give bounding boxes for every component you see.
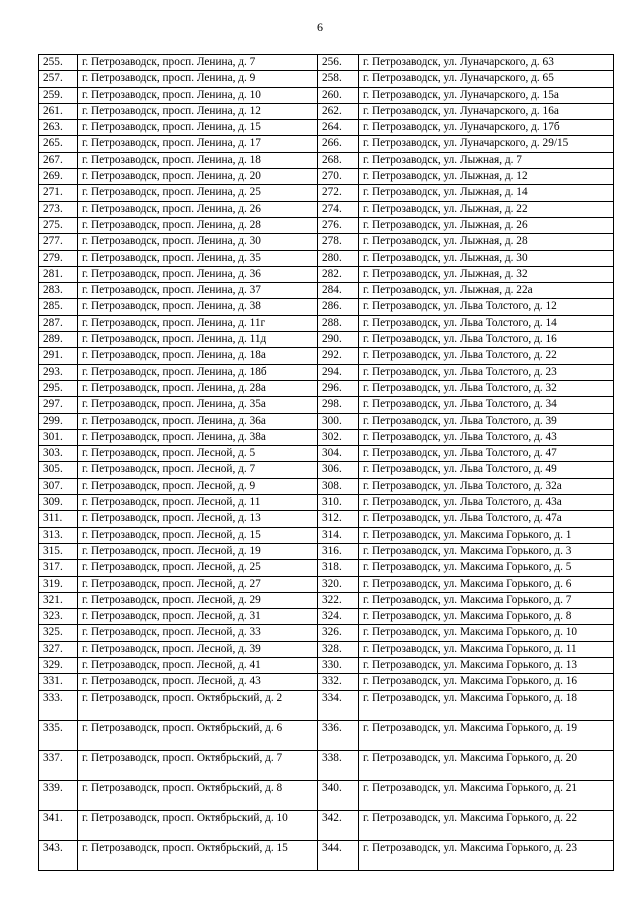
address-right: г. Петрозаводск, ул. Лыжная, д. 26 — [359, 217, 614, 233]
table-row — [39, 55, 614, 71]
address-left: г. Петрозаводск, просп. Ленина, д. 35а — [78, 397, 318, 413]
row-number-left: 305. — [39, 462, 78, 478]
row-number-right: 310. — [318, 495, 359, 511]
row-number-right: 342. — [318, 810, 359, 840]
table-row — [39, 527, 614, 543]
row-number-right: 264. — [318, 120, 359, 136]
address-left: г. Петрозаводск, просп. Лесной, д. 27 — [78, 576, 318, 592]
address-right: г. Петрозаводск, ул. Максима Горького, д. 5 — [359, 560, 614, 576]
row-number-right: 314. — [318, 527, 359, 543]
address-right: г. Петрозаводск, ул. Максима Горького, д. 18 — [359, 690, 614, 720]
row-number-right: 268. — [318, 152, 359, 168]
address-left: г. Петрозаводск, просп. Ленина, д. 28а — [78, 380, 318, 396]
row-number-left: 261. — [39, 103, 78, 119]
address-left: г. Петрозаводск, просп. Ленина, д. 30 — [78, 234, 318, 250]
address-left: г. Петрозаводск, просп. Ленина, д. 18а — [78, 348, 318, 364]
row-number-right: 328. — [318, 641, 359, 657]
address-left: г. Петрозаводск, просп. Ленина, д. 20 — [78, 169, 318, 185]
address-right: г. Петрозаводск, ул. Льва Толстого, д. 39 — [359, 413, 614, 429]
row-number-left: 307. — [39, 478, 78, 494]
row-number-right: 260. — [318, 87, 359, 103]
row-number-right: 266. — [318, 136, 359, 152]
row-number-left: 255. — [39, 55, 78, 71]
row-number-right: 286. — [318, 299, 359, 315]
table-row — [39, 543, 614, 559]
row-number-right: 332. — [318, 674, 359, 690]
address-left: г. Петрозаводск, просп. Октябрьский, д. 2 — [78, 690, 318, 720]
address-left: г. Петрозаводск, просп. Лесной, д. 15 — [78, 527, 318, 543]
row-number-right: 278. — [318, 234, 359, 250]
address-right: г. Петрозаводск, ул. Льва Толстого, д. 32а — [359, 478, 614, 494]
address-right: г. Петрозаводск, ул. Льва Толстого, д. 12 — [359, 299, 614, 315]
address-left: г. Петрозаводск, просп. Октябрьский, д. 6 — [78, 720, 318, 750]
address-right: г. Петрозаводск, ул. Луначарского, д. 15а — [359, 87, 614, 103]
address-left: г. Петрозаводск, просп. Октябрьский, д. 7 — [78, 750, 318, 780]
address-right: г. Петрозаводск, ул. Льва Толстого, д. 32 — [359, 380, 614, 396]
address-left: г. Петрозаводск, просп. Лесной, д. 11 — [78, 495, 318, 511]
address-left: г. Петрозаводск, просп. Ленина, д. 12 — [78, 103, 318, 119]
row-number-left: 275. — [39, 217, 78, 233]
row-number-left: 297. — [39, 397, 78, 413]
address-left: г. Петрозаводск, просп. Ленина, д. 10 — [78, 87, 318, 103]
table-row — [39, 657, 614, 673]
table-row — [39, 87, 614, 103]
address-right: г. Петрозаводск, ул. Лыжная, д. 28 — [359, 234, 614, 250]
row-number-left: 293. — [39, 364, 78, 380]
row-number-left: 289. — [39, 332, 78, 348]
address-left: г. Петрозаводск, просп. Ленина, д. 18 — [78, 152, 318, 168]
table-row — [39, 478, 614, 494]
address-left: г. Петрозаводск, просп. Ленина, д. 38 — [78, 299, 318, 315]
row-number-right: 340. — [318, 780, 359, 810]
row-number-left: 319. — [39, 576, 78, 592]
table-row — [39, 234, 614, 250]
address-right: г. Петрозаводск, ул. Луначарского, д. 29/15 — [359, 136, 614, 152]
row-number-right: 308. — [318, 478, 359, 494]
row-number-right: 322. — [318, 592, 359, 608]
row-number-left: 323. — [39, 609, 78, 625]
row-number-left: 337. — [39, 750, 78, 780]
row-number-right: 294. — [318, 364, 359, 380]
row-number-left: 309. — [39, 495, 78, 511]
row-number-right: 334. — [318, 690, 359, 720]
table-row — [39, 609, 614, 625]
address-left: г. Петрозаводск, просп. Лесной, д. 19 — [78, 543, 318, 559]
address-left: г. Петрозаводск, просп. Лесной, д. 41 — [78, 657, 318, 673]
address-right: г. Петрозаводск, ул. Льва Толстого, д. 34 — [359, 397, 614, 413]
table-row — [39, 462, 614, 478]
row-number-right: 330. — [318, 657, 359, 673]
table-row — [39, 315, 614, 331]
row-number-right: 298. — [318, 397, 359, 413]
row-number-right: 306. — [318, 462, 359, 478]
row-number-left: 341. — [39, 810, 78, 840]
address-right: г. Петрозаводск, ул. Максима Горького, д. 7 — [359, 592, 614, 608]
table-row — [39, 641, 614, 657]
row-number-left: 285. — [39, 299, 78, 315]
table-row — [39, 364, 614, 380]
row-number-right: 262. — [318, 103, 359, 119]
address-right: г. Петрозаводск, ул. Максима Горького, д. 19 — [359, 720, 614, 750]
address-right: г. Петрозаводск, ул. Льва Толстого, д. 49 — [359, 462, 614, 478]
address-right: г. Петрозаводск, ул. Максима Горького, д. 11 — [359, 641, 614, 657]
address-right: г. Петрозаводск, ул. Лыжная, д. 22а — [359, 283, 614, 299]
row-number-left: 259. — [39, 87, 78, 103]
address-right: г. Петрозаводск, ул. Льва Толстого, д. 43а — [359, 495, 614, 511]
row-number-left: 335. — [39, 720, 78, 750]
row-number-left: 339. — [39, 780, 78, 810]
row-number-right: 292. — [318, 348, 359, 364]
row-number-right: 274. — [318, 201, 359, 217]
table-row — [39, 71, 614, 87]
address-left: г. Петрозаводск, просп. Лесной, д. 7 — [78, 462, 318, 478]
table-row — [39, 169, 614, 185]
address-left: г. Петрозаводск, просп. Ленина, д. 25 — [78, 185, 318, 201]
table-row — [39, 266, 614, 282]
table-row — [39, 720, 614, 750]
address-right: г. Петрозаводск, ул. Льва Толстого, д. 14 — [359, 315, 614, 331]
address-right: г. Петрозаводск, ул. Льва Толстого, д. 47 — [359, 446, 614, 462]
row-number-right: 280. — [318, 250, 359, 266]
address-left: г. Петрозаводск, просп. Лесной, д. 9 — [78, 478, 318, 494]
table-row — [39, 750, 614, 780]
row-number-right: 288. — [318, 315, 359, 331]
table-row — [39, 201, 614, 217]
row-number-left: 269. — [39, 169, 78, 185]
table-row — [39, 283, 614, 299]
table-row — [39, 429, 614, 445]
address-left: г. Петрозаводск, просп. Ленина, д. 36а — [78, 413, 318, 429]
address-table — [38, 54, 614, 871]
row-number-left: 273. — [39, 201, 78, 217]
address-right: г. Петрозаводск, ул. Льва Толстого, д. 47а — [359, 511, 614, 527]
table-row — [39, 446, 614, 462]
table-row — [39, 592, 614, 608]
table-row — [39, 250, 614, 266]
table-row — [39, 152, 614, 168]
row-number-left: 257. — [39, 71, 78, 87]
address-left: г. Петрозаводск, просп. Лесной, д. 31 — [78, 609, 318, 625]
table-row — [39, 120, 614, 136]
address-right: г. Петрозаводск, ул. Льва Толстого, д. 16 — [359, 332, 614, 348]
address-right: г. Петрозаводск, ул. Максима Горького, д. 22 — [359, 810, 614, 840]
table-row — [39, 560, 614, 576]
address-left: г. Петрозаводск, просп. Октябрьский, д. 10 — [78, 810, 318, 840]
address-left: г. Петрозаводск, просп. Ленина, д. 11д — [78, 332, 318, 348]
address-left: г. Петрозаводск, просп. Лесной, д. 5 — [78, 446, 318, 462]
table-row — [39, 625, 614, 641]
address-right: г. Петрозаводск, ул. Льва Толстого, д. 23 — [359, 364, 614, 380]
address-right: г. Петрозаводск, ул. Максима Горького, д. 20 — [359, 750, 614, 780]
address-left: г. Петрозаводск, просп. Ленина, д. 17 — [78, 136, 318, 152]
row-number-right: 338. — [318, 750, 359, 780]
table-row — [39, 136, 614, 152]
row-number-right: 296. — [318, 380, 359, 396]
address-left: г. Петрозаводск, просп. Лесной, д. 25 — [78, 560, 318, 576]
address-left: г. Петрозаводск, просп. Ленина, д. 15 — [78, 120, 318, 136]
address-left: г. Петрозаводск, просп. Лесной, д. 43 — [78, 674, 318, 690]
row-number-left: 271. — [39, 185, 78, 201]
table-row — [39, 299, 614, 315]
row-number-left: 299. — [39, 413, 78, 429]
address-left: г. Петрозаводск, просп. Октябрьский, д. 15 — [78, 840, 318, 870]
row-number-right: 316. — [318, 543, 359, 559]
row-number-right: 318. — [318, 560, 359, 576]
row-number-left: 329. — [39, 657, 78, 673]
row-number-left: 267. — [39, 152, 78, 168]
address-left: г. Петрозаводск, просп. Лесной, д. 33 — [78, 625, 318, 641]
table-row — [39, 413, 614, 429]
address-right: г. Петрозаводск, ул. Максима Горького, д. 21 — [359, 780, 614, 810]
table-row — [39, 810, 614, 840]
address-left: г. Петрозаводск, просп. Лесной, д. 13 — [78, 511, 318, 527]
row-number-right: 304. — [318, 446, 359, 462]
row-number-left: 303. — [39, 446, 78, 462]
address-right: г. Петрозаводск, ул. Максима Горького, д. 13 — [359, 657, 614, 673]
address-left: г. Петрозаводск, просп. Ленина, д. 11г — [78, 315, 318, 331]
table-row — [39, 103, 614, 119]
row-number-right: 270. — [318, 169, 359, 185]
row-number-right: 302. — [318, 429, 359, 445]
address-right: г. Петрозаводск, ул. Лыжная, д. 32 — [359, 266, 614, 282]
row-number-left: 343. — [39, 840, 78, 870]
address-right: г. Петрозаводск, ул. Луначарского, д. 65 — [359, 71, 614, 87]
address-right: г. Петрозаводск, ул. Льва Толстого, д. 22 — [359, 348, 614, 364]
row-number-right: 344. — [318, 840, 359, 870]
address-left: г. Петрозаводск, просп. Ленина, д. 7 — [78, 55, 318, 71]
row-number-right: 276. — [318, 217, 359, 233]
row-number-right: 272. — [318, 185, 359, 201]
address-left: г. Петрозаводск, просп. Ленина, д. 37 — [78, 283, 318, 299]
table-row — [39, 674, 614, 690]
address-table-body — [39, 55, 614, 871]
table-row — [39, 690, 614, 720]
address-left: г. Петрозаводск, просп. Ленина, д. 9 — [78, 71, 318, 87]
table-row — [39, 397, 614, 413]
address-right: г. Петрозаводск, ул. Лыжная, д. 7 — [359, 152, 614, 168]
address-left: г. Петрозаводск, просп. Ленина, д. 28 — [78, 217, 318, 233]
address-right: г. Петрозаводск, ул. Максима Горького, д. 6 — [359, 576, 614, 592]
address-right: г. Петрозаводск, ул. Максима Горького, д. 3 — [359, 543, 614, 559]
table-row — [39, 348, 614, 364]
row-number-left: 291. — [39, 348, 78, 364]
row-number-left: 277. — [39, 234, 78, 250]
row-number-left: 321. — [39, 592, 78, 608]
table-row — [39, 576, 614, 592]
page-number: 6 — [317, 20, 323, 34]
row-number-left: 311. — [39, 511, 78, 527]
row-number-right: 258. — [318, 71, 359, 87]
row-number-right: 256. — [318, 55, 359, 71]
address-left: г. Петрозаводск, просп. Ленина, д. 35 — [78, 250, 318, 266]
table-row — [39, 495, 614, 511]
row-number-left: 315. — [39, 543, 78, 559]
address-right: г. Петрозаводск, ул. Луначарского, д. 63 — [359, 55, 614, 71]
row-number-right: 336. — [318, 720, 359, 750]
row-number-left: 265. — [39, 136, 78, 152]
table-row — [39, 511, 614, 527]
table-row — [39, 780, 614, 810]
row-number-right: 300. — [318, 413, 359, 429]
address-right: г. Петрозаводск, ул. Лыжная, д. 22 — [359, 201, 614, 217]
address-right: г. Петрозаводск, ул. Луначарского, д. 16а — [359, 103, 614, 119]
address-left: г. Петрозаводск, просп. Ленина, д. 18б — [78, 364, 318, 380]
row-number-left: 295. — [39, 380, 78, 396]
row-number-left: 331. — [39, 674, 78, 690]
address-right: г. Петрозаводск, ул. Луначарского, д. 17б — [359, 120, 614, 136]
address-right: г. Петрозаводск, ул. Максима Горького, д. 1 — [359, 527, 614, 543]
address-right: г. Петрозаводск, ул. Льва Толстого, д. 43 — [359, 429, 614, 445]
row-number-left: 263. — [39, 120, 78, 136]
row-number-left: 317. — [39, 560, 78, 576]
row-number-right: 324. — [318, 609, 359, 625]
address-left: г. Петрозаводск, просп. Ленина, д. 38а — [78, 429, 318, 445]
address-right: г. Петрозаводск, ул. Лыжная, д. 14 — [359, 185, 614, 201]
row-number-right: 284. — [318, 283, 359, 299]
row-number-left: 279. — [39, 250, 78, 266]
address-right: г. Петрозаводск, ул. Максима Горького, д. 8 — [359, 609, 614, 625]
address-right: г. Петрозаводск, ул. Максима Горького, д. 16 — [359, 674, 614, 690]
row-number-left: 301. — [39, 429, 78, 445]
table-row — [39, 217, 614, 233]
address-right: г. Петрозаводск, ул. Лыжная, д. 12 — [359, 169, 614, 185]
address-right: г. Петрозаводск, ул. Максима Горького, д. 10 — [359, 625, 614, 641]
row-number-left: 283. — [39, 283, 78, 299]
row-number-right: 320. — [318, 576, 359, 592]
table-row — [39, 840, 614, 870]
row-number-left: 313. — [39, 527, 78, 543]
address-left: г. Петрозаводск, просп. Лесной, д. 29 — [78, 592, 318, 608]
address-left: г. Петрозаводск, просп. Лесной, д. 39 — [78, 641, 318, 657]
address-right: г. Петрозаводск, ул. Максима Горького, д. 23 — [359, 840, 614, 870]
row-number-right: 290. — [318, 332, 359, 348]
row-number-left: 325. — [39, 625, 78, 641]
table-row — [39, 185, 614, 201]
address-right: г. Петрозаводск, ул. Лыжная, д. 30 — [359, 250, 614, 266]
row-number-left: 287. — [39, 315, 78, 331]
row-number-left: 333. — [39, 690, 78, 720]
row-number-right: 282. — [318, 266, 359, 282]
row-number-left: 327. — [39, 641, 78, 657]
address-left: г. Петрозаводск, просп. Ленина, д. 26 — [78, 201, 318, 217]
row-number-left: 281. — [39, 266, 78, 282]
row-number-right: 326. — [318, 625, 359, 641]
row-number-right: 312. — [318, 511, 359, 527]
table-row — [39, 380, 614, 396]
address-left: г. Петрозаводск, просп. Ленина, д. 36 — [78, 266, 318, 282]
address-left: г. Петрозаводск, просп. Октябрьский, д. 8 — [78, 780, 318, 810]
table-row — [39, 332, 614, 348]
